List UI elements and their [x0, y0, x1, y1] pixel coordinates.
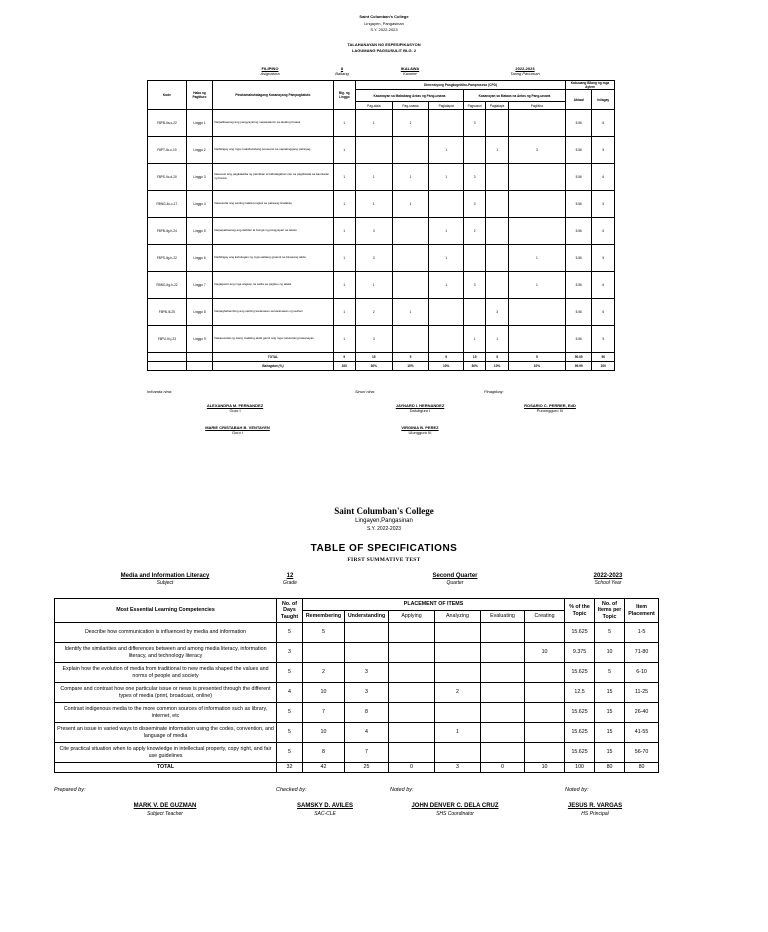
doc1-cell-code: F8PS-IIc-d-20: [148, 164, 187, 191]
doc1-th-group-mid: Kasanayan sa Mataas na Antas ng Pang-unawa: [463, 90, 565, 102]
doc1-cell-days: 1: [333, 191, 355, 218]
doc2-th-analyzing: Analyzing: [435, 611, 481, 623]
doc2-prepared-label: Prepared by:: [54, 787, 86, 793]
doc1-subtitle: LAGUMANG PAGSUSULIT BLG. 2: [351, 48, 417, 53]
doc1-cell-pct: 5.56: [565, 326, 592, 353]
doc2-cell-pct: 12.5: [565, 683, 595, 703]
doc2-cell-cre: [525, 623, 565, 643]
doc2-cell-comp: Present an issue in varied ways to disseminate information using the codes, convention, and language of media: [55, 723, 277, 743]
doc1-cell-comp: Naipaliliwanag ang pangyayaring nasasalamin sa akdang binasa: [213, 110, 333, 137]
doc2-table-row: [55, 743, 659, 763]
doc1-cell-week: Linggo 2: [186, 137, 213, 164]
doc1-cell-c6: 3: [508, 137, 565, 164]
doc1-signatory-3: ROSARIO C. PERRER, EdD Punongguro IV: [524, 403, 576, 413]
doc2-noted1-label: Noted by:: [390, 787, 414, 793]
doc2-table-row: [55, 703, 659, 723]
doc1-cell-c2: [392, 137, 429, 164]
doc1-cell-code: F8PU-IIi-j-23: [148, 326, 187, 353]
doc2-cell-items: 15: [595, 723, 625, 743]
doc2-school: Saint Columban's College: [334, 506, 434, 516]
doc2-cell-rem: 5: [303, 623, 345, 643]
doc1-cell-c5: 1: [486, 137, 508, 164]
doc2-meta-year: 2022-2023 School Year: [593, 573, 623, 586]
doc1-cell-c4: 3: [463, 191, 485, 218]
doc1-cell-c4: 3: [463, 272, 485, 299]
doc2-meta-quarter: Second Quarter Quarter: [432, 573, 478, 586]
doc1-cell-comp: Nagagamit ang mga angkop na salita sa pagbuo ng talata: [213, 272, 333, 299]
doc2-cell-comp: Cite practical situation when to apply knowledge in intellectual property, copy right, and fair use guidelines: [55, 743, 277, 763]
doc1-cell-items: 5: [592, 245, 615, 272]
doc2-cell-app: [389, 643, 435, 663]
doc2-table-row: [55, 623, 659, 643]
doc2-cell-app: [389, 623, 435, 643]
doc2-cell-ana: [435, 663, 481, 683]
doc1-table-row: [148, 191, 615, 218]
doc1-total-row: TOTAL 9 15 5 5 15 5 5 50.00 50: [148, 353, 615, 362]
doc1-table-row: [148, 164, 615, 191]
doc1-cell-c2: 1: [392, 164, 429, 191]
doc1-th-competency: Pinakamahahalagang Kasanayang Pampagkatuto: [213, 81, 333, 110]
doc1-cell-days: 1: [333, 164, 355, 191]
doc1-signatory-4: MARIE CRISTABAH B. VENTAYEN Guro I: [205, 425, 270, 435]
doc2-th-creating: Creating: [525, 611, 565, 623]
doc2-cell-cre: [525, 683, 565, 703]
doc2-table-row: [55, 723, 659, 743]
doc1-meta-subject: FILIPINO Asignatura: [260, 66, 280, 76]
doc1-cell-c3: [429, 299, 464, 326]
doc2-cell-app: [389, 663, 435, 683]
doc1-cell-c4: 1: [463, 326, 485, 353]
doc1-meta-year: 2022-2023 Taong Panuruan: [510, 66, 540, 76]
doc2-cell-items: 5: [595, 623, 625, 643]
doc1-th-dimension: Dimensiyong Pangkognitibo-Pamproseso (CPD): [355, 81, 565, 90]
doc1-cell-code: F8PT-IIc-c-19: [148, 137, 187, 164]
doc2-table-row: [55, 643, 659, 663]
doc1-cell-items: 5: [592, 326, 615, 353]
doc2-cell-items: 10: [595, 643, 625, 663]
doc1-th-haba: Haba ng Pagtituro: [186, 81, 213, 110]
doc2-cell-eva: [481, 643, 525, 663]
doc2-noted2-label: Noted by:: [565, 787, 589, 793]
doc1-cell-c1: 1: [355, 110, 392, 137]
doc1-cell-c1: [355, 137, 392, 164]
doc1-cell-week: Linggo 5: [186, 218, 213, 245]
doc2-cell-und: 7: [345, 743, 389, 763]
doc1-cell-c4: 3: [463, 164, 485, 191]
doc1-meta-grade: 8 Baitang: [335, 66, 349, 76]
doc2-table-row: [55, 663, 659, 683]
doc1-signatory-1: ALEXANDRA M. FERNANDEZ Guro I: [206, 403, 264, 413]
doc1-cell-pct: 5.56: [565, 272, 592, 299]
doc1-cell-comp: Naisusulat ang sariling talata tungkol sa paksang tinalakay: [213, 191, 333, 218]
doc1-checked-label: Sinuri nina:: [355, 389, 376, 394]
doc1-cell-pct: 5.56: [565, 164, 592, 191]
doc1-cell-c4: [463, 245, 485, 272]
doc1-cell-c1: 1: [355, 191, 392, 218]
doc1-title: TALAHANAYAN NG ESPESIPIKASYON: [347, 42, 421, 47]
doc1-cell-week: Linggo 3: [186, 164, 213, 191]
doc1-cell-week: Linggo 6: [186, 245, 213, 272]
doc2-cell-und: 3: [345, 683, 389, 703]
doc1-cell-c6: [508, 326, 565, 353]
doc1-cell-c2: [392, 218, 429, 245]
doc1-cell-c6: [508, 218, 565, 245]
doc1-cell-comp: Naipaghahambing ang sariling karanasan sa karanasan ng tauhan: [213, 299, 333, 326]
doc1-cell-items: 6: [592, 272, 615, 299]
doc1-cell-days: 1: [333, 218, 355, 245]
doc2-th-pct: % of the Topic: [565, 599, 595, 623]
doc1-table-row: [148, 245, 615, 272]
doc1-cell-c6: [508, 191, 565, 218]
doc1-cell-code: F8WG-IIg-h-22: [148, 272, 187, 299]
doc2-cell-und: 8: [345, 703, 389, 723]
doc1-cell-comp: Naibibigay ang kahulugan ng mga salitang ginamit sa binasang akda: [213, 245, 333, 272]
doc1-cell-c1: 2: [355, 299, 392, 326]
doc1-cell-pct: 5.56: [565, 137, 592, 164]
doc2-cell-ana: [435, 643, 481, 663]
doc2-cell-cre: [525, 743, 565, 763]
doc1-cell-c3: 1: [429, 164, 464, 191]
doc1-school-year: S.Y. 2022-2023: [370, 27, 398, 32]
doc1-cell-days: 1: [333, 245, 355, 272]
doc2-cell-eva: [481, 743, 525, 763]
doc1-cell-c5: [486, 164, 508, 191]
doc2-th-competency: Most Essential Learning Competencies: [55, 599, 277, 623]
doc1-cell-c6: [508, 299, 565, 326]
doc2-cell-place: 71-80: [625, 643, 659, 663]
doc2-table: [54, 598, 659, 773]
doc1-cell-items: 6: [592, 218, 615, 245]
doc2-cell-days: 5: [277, 703, 303, 723]
doc1-table-row: [148, 326, 615, 353]
doc1-th-kode: Kode: [148, 81, 187, 110]
doc2-signatory-1: MARK V. DE GUZMAN Subject Teacher: [133, 803, 197, 817]
doc2-cell-ana: 2: [435, 683, 481, 703]
doc2-title: TABLE OF SPECIFICATIONS: [310, 543, 458, 554]
doc1-cell-items: 6: [592, 164, 615, 191]
doc1-th-kabuuang: Kabuuang Bilang ng mga Aytem: [565, 81, 614, 90]
doc1-cell-week: Linggo 7: [186, 272, 213, 299]
doc1-cell-c5: [486, 191, 508, 218]
doc1-table-row: [148, 110, 615, 137]
doc1-cell-c5: 3: [486, 299, 508, 326]
doc1-cell-comp: Naipapaliwanag ang dahilan at bunga ng pangyayari sa teksto: [213, 218, 333, 245]
doc2-cell-items: 15: [595, 703, 625, 723]
doc1-cell-items: 6: [592, 299, 615, 326]
doc2-th-item-placement: Item Placement: [625, 599, 659, 623]
doc1-cell-c1: 1: [355, 272, 392, 299]
doc2-cell-eva: [481, 623, 525, 643]
doc2-school-year: S.Y. 2022-2023: [366, 526, 402, 532]
doc1-cell-code: F8PB-IIg-h-24: [148, 218, 187, 245]
doc2-cell-items: 15: [595, 683, 625, 703]
doc2-cell-pct: 15.625: [565, 743, 595, 763]
doc1-cell-c5: [486, 272, 508, 299]
doc2-cell-rem: 8: [303, 743, 345, 763]
doc1-cell-week: Linggo 9: [186, 326, 213, 353]
doc1-cell-c2: 1: [392, 191, 429, 218]
doc2-cell-days: 3: [277, 643, 303, 663]
doc2-cell-days: 5: [277, 623, 303, 643]
doc1-cell-comp: Nakasusulat ng isang maikling akda gamit ang mga natutuhang kasanayan: [213, 326, 333, 353]
doc2-cell-eva: [481, 683, 525, 703]
doc1-cell-code: F8PB-IIa-c-22: [148, 110, 187, 137]
doc2-cell-pct: 9.375: [565, 643, 595, 663]
doc2-cell-app: [389, 683, 435, 703]
doc2-meta-subject: Media and Information Literacy Subject: [120, 573, 210, 586]
doc2-cell-und: 3: [345, 663, 389, 683]
doc2-cell-place: 41-55: [625, 723, 659, 743]
doc1-cell-days: 1: [333, 272, 355, 299]
doc1-cell-c3: [429, 326, 464, 353]
doc1-cell-c5: [486, 218, 508, 245]
doc2-signatory-4: JESUS R. VARGAS HS Principal: [567, 803, 623, 817]
doc2-cell-cre: [525, 703, 565, 723]
doc1-cell-code: F8WG-IIc-c-17: [148, 191, 187, 218]
doc2-cell-ana: [435, 703, 481, 723]
doc2-cell-rem: 10: [303, 723, 345, 743]
doc1-cell-c6: 1: [508, 245, 565, 272]
doc1-cell-c3: 1: [429, 218, 464, 245]
doc1-cell-code: F8PB-IIi-25: [148, 299, 187, 326]
doc2-cell-rem: 7: [303, 703, 345, 723]
doc1-cell-c4: 3: [463, 110, 485, 137]
doc2-cell-eva: [481, 663, 525, 683]
doc2-checked-label: Checked by:: [276, 787, 307, 793]
doc1-cell-pct: 5.56: [565, 191, 592, 218]
doc1-cell-c2: 1: [392, 299, 429, 326]
doc1-cell-items: 5: [592, 137, 615, 164]
doc1-cell-c2: [392, 272, 429, 299]
doc2-total-row: TOTAL 32 42 25 0 3 0 10 100 80 80: [55, 763, 659, 773]
doc2-cell-days: 5: [277, 743, 303, 763]
doc2-cell-app: [389, 723, 435, 743]
doc1-cell-c1: 1: [355, 164, 392, 191]
doc2-cell-cre: [525, 663, 565, 683]
doc2-cell-app: [389, 743, 435, 763]
doc1-table-row: [148, 299, 615, 326]
doc1-cell-c3: 1: [429, 245, 464, 272]
doc1-cell-pct: 5.56: [565, 245, 592, 272]
doc1-cell-c2: [392, 245, 429, 272]
doc2-cell-comp: Compare and contrast how one particular issue or news is presented through the different types of media (print, broadcast, online): [55, 683, 277, 703]
doc2-cell-pct: 15.625: [565, 703, 595, 723]
doc1-cell-days: 1: [333, 110, 355, 137]
doc2-cell-und: [345, 643, 389, 663]
doc2-cell-eva: [481, 723, 525, 743]
doc1-th-group-low: Kasanayan sa Mababang Antas ng Pang-unawa: [355, 90, 463, 102]
doc1-cell-c3: [429, 191, 464, 218]
doc1-cell-week: Linggo 8: [186, 299, 213, 326]
doc1-cell-c2: [392, 326, 429, 353]
doc2-cell-ana: [435, 623, 481, 643]
doc1-cell-c1: 3: [355, 326, 392, 353]
doc2-cell-rem: [303, 643, 345, 663]
doc2-th-placement: PLACEMENT OF ITEMS: [303, 599, 565, 611]
doc2-subtitle: FIRST SUMMATIVE TEST: [347, 557, 421, 563]
doc1-table: Kode Haba ng Pagtituro Pinakamahahalagang Kasanayang Pampagkatuto Blg. ng Linggo Dimensiyong Pangkognitibo-Pamproseso (CPD) Kabuuang Bilang ng mga Aytem Kasanayan sa Mababang Antas ng Pang-unawa Kasanayan sa Mataas na Antas ng Pang-unawa Aktwal Inilagay Pag-alala Pag-unawa Paglalapat Pagsusuri Pagtataya Paglikha F8PB-IIa-c-22 Linggo 1 Naipaliliwanag ang pangyayaring nasasalamin sa akdang binasa 1 1 2 3 5.56 6 F8PT-IIc-c-19 Linggo 2 Naibibigay ang mga makabuluhang konsepto sa napakinggang pahayag 1 1 1 3 5.56 5 F8PS-IIc-d-20 Linggo 3 Nasusuri ang pagkakaiba ng panitikan at kahalagahan nito sa pagtitiwala sa kaunlaran ng bansa 1 1 1 1 3 5.56 6 F8WG-IIc-c-17 Linggo 4 Naisusulat ang sariling talata tungkol sa paksang tinalakay 1 1 1 3 5.56 5 F8PB-IIg-h-24 Linggo 5 Naipapaliwanag ang dahilan at bunga ng pangyayari sa teksto 1 3 1 2 5.56 6 F8PS-IIg-h-22 Linggo 6 Naibibigay ang kahulugan ng mga salitang ginamit sa binasang akda 1 3 1 1 5.56 5 F8WG-IIg-h-22 Linggo 7 Nagagamit ang mga angkop na salita sa pagbuo ng talata 1 1 1 3 1 5.56 6 F8PB-IIi-25 Linggo 8 Naipaghahambing ang sariling karanasan sa karanasan ng tauhan 1 2 1 3 5.56 6 F8PU-IIi-j-23 Linggo 9 Nakasusulat ng isang maikling akda gamit ang mga natutuhang kasanayan 1 3 1 1 5.56 5 TOTAL 9 15 5 5 15 5 5 50.00 50 Bahagdan (%) 100 30% 10% 10% 30% 10% 10% 99.99 100: [147, 80, 615, 371]
doc2-address: Lingayen,Pangasinan: [355, 518, 413, 524]
doc1-cell-c4: 2: [463, 218, 485, 245]
doc1-cell-c4: [463, 137, 485, 164]
doc2-cell-days: 5: [277, 723, 303, 743]
doc1-table-row: [148, 218, 615, 245]
doc1-cell-week: Linggo 4: [186, 191, 213, 218]
doc2-table-row: [55, 683, 659, 703]
doc1-cell-c3: 1: [429, 272, 464, 299]
doc2-cell-rem: 10: [303, 683, 345, 703]
doc1-meta-quarter: IKALAWA Kwarter: [400, 66, 420, 76]
doc2-cell-cre: [525, 723, 565, 743]
doc2-cell-und: 4: [345, 723, 389, 743]
doc1-cell-c1: 3: [355, 245, 392, 272]
doc2-cell-app: [389, 703, 435, 723]
doc2-th-items: No. of Items per Topic: [595, 599, 625, 623]
doc1-table-row: [148, 272, 615, 299]
doc1-cell-c5: [486, 110, 508, 137]
doc2-th-applying: Applying: [389, 611, 435, 623]
doc2-cell-place: 1-5: [625, 623, 659, 643]
doc2-cell-place: 6-10: [625, 663, 659, 683]
doc1-cell-c5: 1: [486, 326, 508, 353]
doc1-cell-c6: [508, 164, 565, 191]
doc2-cell-pct: 15.625: [565, 623, 595, 643]
doc1-cell-week: Linggo 1: [186, 110, 213, 137]
doc2-cell-und: [345, 623, 389, 643]
doc1-cell-c6: 1: [508, 272, 565, 299]
doc1-cell-code: F8PS-IIg-h-22: [148, 245, 187, 272]
doc2-cell-ana: [435, 743, 481, 763]
doc1-cell-c3: 1: [429, 137, 464, 164]
doc2-cell-items: 5: [595, 663, 625, 683]
doc2-th-remembering: Remembering: [303, 611, 345, 623]
doc2-cell-comp: Contrast indigenous media to the more common sources of information such as library, internet, etc: [55, 703, 277, 723]
doc1-prepared-label: Inihanda nina:: [147, 389, 173, 394]
doc1-cell-c5: [486, 245, 508, 272]
doc1-signatory-2: JAYNARD I. HERNANDEZ Dalubguro I: [395, 403, 445, 413]
doc1-th-days: Blg. ng Linggo: [333, 81, 355, 110]
doc1-th-inilagay: Inilagay: [592, 90, 615, 110]
doc2-cell-days: 5: [277, 663, 303, 683]
doc2-cell-comp: Describe how communication is influenced by media and information: [55, 623, 277, 643]
doc2-th-understanding: Understanding: [345, 611, 389, 623]
doc1-cell-pct: 5.56: [565, 218, 592, 245]
doc2-cell-days: 4: [277, 683, 303, 703]
doc2-cell-pct: 15.625: [565, 663, 595, 683]
doc1-signatory-5: VIRGINIA B. PEREZ Ulongguro III: [401, 425, 439, 435]
doc1-cell-c4: [463, 299, 485, 326]
doc1-cell-items: 5: [592, 191, 615, 218]
doc1-approved-label: Pinagtibay:: [484, 389, 504, 394]
doc1-cell-c1: 3: [355, 218, 392, 245]
doc1-table-row: [148, 137, 615, 164]
doc1-cell-c2: 2: [392, 110, 429, 137]
doc2-cell-eva: [481, 703, 525, 723]
doc1-cell-days: 1: [333, 326, 355, 353]
doc1-cell-pct: 5.56: [565, 299, 592, 326]
doc1-cell-items: 6: [592, 110, 615, 137]
doc1-percent-row: Bahagdan (%) 100 30% 10% 10% 30% 10% 10% 99.99 100: [148, 362, 615, 371]
doc1-cell-comp: Nasusuri ang pagkakaiba ng panitikan at kahalagahan nito sa pagtitiwala sa kaunlaran ng bansa: [213, 164, 333, 191]
doc2-cell-pct: 15.625: [565, 723, 595, 743]
doc1-cell-c3: [429, 110, 464, 137]
doc2-th-days: No. of Days Taught: [277, 599, 303, 623]
doc1-th-aktwal: Aktwal: [565, 90, 592, 110]
doc2-cell-place: 26-40: [625, 703, 659, 723]
doc1-address: Lingayen, Pangasinan: [364, 21, 404, 26]
doc2-cell-place: 11-25: [625, 683, 659, 703]
doc1-cell-c6: [508, 110, 565, 137]
doc2-cell-ana: 1: [435, 723, 481, 743]
doc2-th-evaluating: Evaluating: [481, 611, 525, 623]
doc1-cell-pct: 5.56: [565, 110, 592, 137]
doc2-signatory-3: JOHN DENVER C. DELA CRUZ SHS Coordinator: [411, 803, 499, 817]
doc2-cell-rem: 2: [303, 663, 345, 683]
doc1-cell-days: 1: [333, 299, 355, 326]
doc1-school: Saint Columban's College: [359, 14, 409, 19]
doc2-cell-cre: 10: [525, 643, 565, 663]
doc1-cell-comp: Naibibigay ang mga makabuluhang konsepto sa napakinggang pahayag: [213, 137, 333, 164]
doc2-signatory-2: SAMSKY D. AVILES SAC-CLE: [297, 803, 353, 817]
doc2-cell-items: 15: [595, 743, 625, 763]
doc1-cell-days: 1: [333, 137, 355, 164]
doc2-cell-comp: Explain how the evolution of media from traditional to new media shaped the values and norms of people and society: [55, 663, 277, 683]
doc2-cell-comp: Identify the similarities and differences between and among media literacy, information literacy, and technology literacy: [55, 643, 277, 663]
doc2-meta-grade: 12 Grade: [283, 573, 297, 586]
doc2-cell-place: 56-70: [625, 743, 659, 763]
